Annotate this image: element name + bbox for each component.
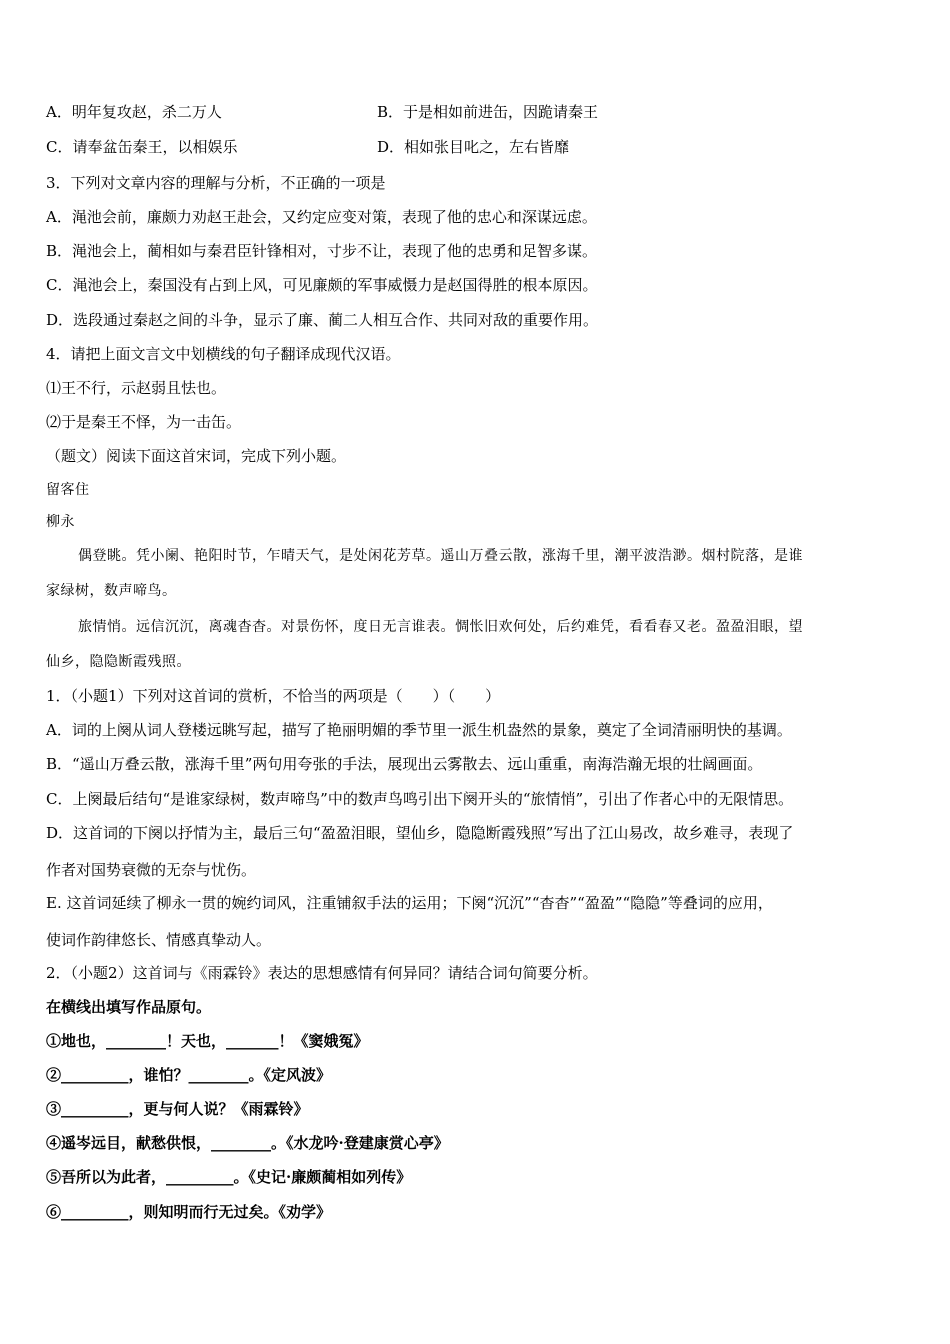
q3-option-a: A．渑池会前，廉颇力劝赵王赴会，又约定应变对策，表现了他的忠心和深谋远虑。	[46, 208, 597, 226]
q3-option-b: B．渑池会上，蔺相如与秦君臣针锋相对，寸步不让，表现了他的忠勇和足智多谋。	[46, 242, 598, 260]
fill-item-1: ①地也，________！天也，_______！《窦娥冤》	[46, 1032, 369, 1050]
poem-intro: （题文）阅读下面这首宋词，完成下列小题。	[46, 447, 347, 465]
sub1-option-e-line2: 使词作韵律悠长、情感真挚动人。	[46, 931, 272, 949]
q4-sentence-1: ⑴王不行，示赵弱且怯也。	[46, 379, 227, 397]
fill-item-3: ③_________，更与何人说？《雨霖铃》	[46, 1100, 309, 1118]
q2-option-b: B．于是相如前进缶，因跪请秦王	[377, 103, 599, 121]
poem-stanza1-line2: 家绿树，数声啼鸟。	[46, 583, 177, 599]
poem-title: 留客住	[46, 482, 90, 498]
q3-stem: 3．下列对文章内容的理解与分析，不正确的一项是	[46, 174, 386, 192]
q3-option-d: D．选段通过秦赵之间的斗争，显示了廉、蔺二人相互合作、共同对敌的重要作用。	[46, 311, 599, 329]
sub1-option-c: C．上阕最后结句“是谁家绿树，数声啼鸟”中的数声鸟鸣引出下阕开头的“旅情悄”，引出了作者心中的无限情思。	[46, 790, 794, 808]
poem-stanza2-line2: 仙乡，隐隐断霞残照。	[46, 654, 191, 670]
sub1-option-d-line1: D．这首词的下阕以抒情为主，最后三句“盈盈泪眼，望仙乡，隐隐断霞残照”写出了江山易改，故乡难寻，表现了	[46, 824, 794, 842]
sub1-option-a: A．词的上阕从词人登楼远眺写起，描写了艳丽明媚的季节里一派生机盎然的景象，奠定了全词清丽明快的基调。	[46, 721, 792, 739]
fill-item-6: ⑥_________，则知明而行无过矣。《劝学》	[46, 1203, 332, 1221]
fill-item-2: ②_________，谁怕？________。《定风波》	[46, 1066, 332, 1084]
q3-option-c: C．渑池会上，秦国没有占到上风，可见廉颇的军事威慑力是赵国得胜的根本原因。	[46, 276, 598, 294]
sub2-stem: 2．（小题2）这首词与《雨霖铃》表达的思想感情有何异同？请结合词句简要分析。	[46, 964, 598, 982]
sub1-option-e-line1: E. 这首词延续了柳永一贯的婉约词风，注重铺叙手法的运用；下阕“沉沉”“杳杳”“盈盈”“隐隐”等叠词的应用，	[46, 894, 773, 912]
q2-option-a: A．明年复攻赵，杀二万人	[46, 103, 222, 121]
q2-option-d: D．相如张目叱之，左右皆靡	[377, 138, 570, 156]
fill-item-5: ⑤吾所以为此者，_________。《史记·廉颇蔺相如列传》	[46, 1168, 412, 1186]
sub1-option-b: B．“遥山万叠云散，涨海千里”两句用夸张的手法，展现出云雾散去、远山重重，南海浩瀚无垠的壮阔画面。	[46, 755, 763, 773]
q2-option-c: C．请奉盆缶秦王，以相娱乐	[46, 138, 238, 156]
q4-stem: 4．请把上面文言文中划横线的句子翻译成现代汉语。	[46, 345, 401, 363]
sub1-option-d-line2: 作者对国势衰微的无奈与忧伤。	[46, 861, 257, 879]
poem-stanza1-line1: 偶登眺。凭小阑、艳阳时节，乍晴天气，是处闲花芳草。遥山万叠云散，涨海千里，潮平波浩渺。烟村院落，是谁	[78, 548, 803, 564]
poem-author: 柳永	[46, 514, 75, 530]
poem-stanza2-line1: 旅情悄。远信沉沉，离魂杳杳。对景伤怀，度日无言谁表。惆怅旧欢何处，后约难凭，看看春又老。盈盈泪眼，望	[78, 619, 803, 635]
sub1-stem: 1．（小题1）下列对这首词的赏析，不恰当的两项是（ ）（ ）	[46, 687, 501, 705]
fill-heading: 在横线出填写作品原句。	[46, 998, 212, 1016]
fill-item-4: ④遥岑远目，献愁供恨，________。《水龙吟·登建康赏心亭》	[46, 1134, 449, 1152]
q4-sentence-2: ⑵于是秦王不怿，为一击缶。	[46, 413, 242, 431]
